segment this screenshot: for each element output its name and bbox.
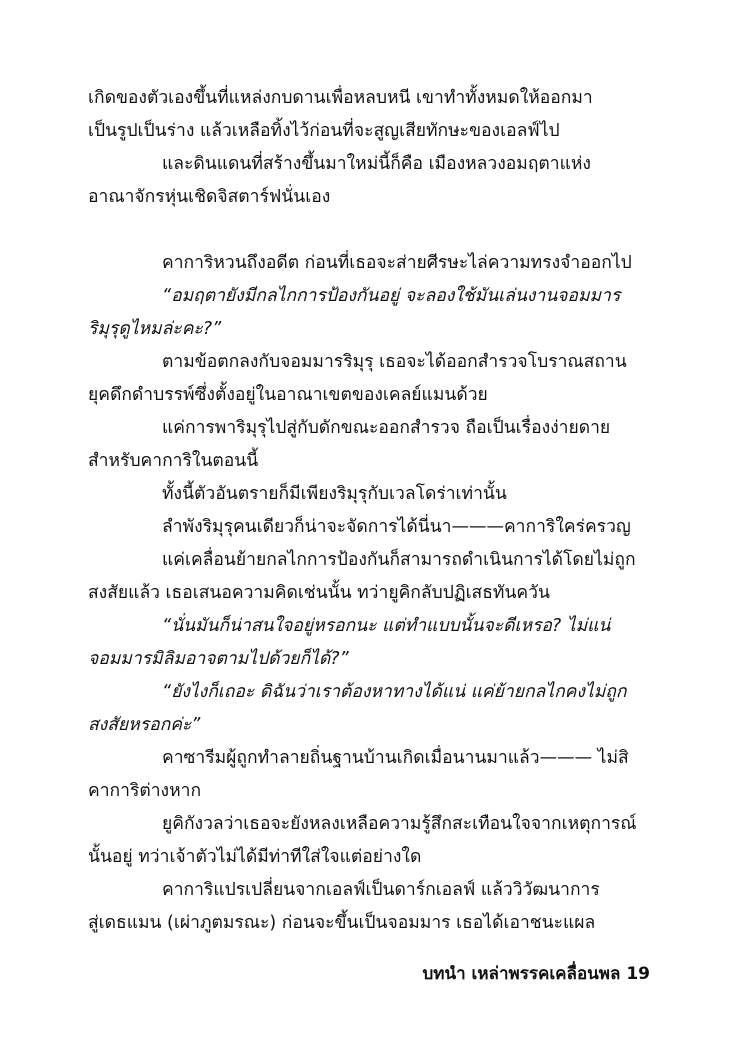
text-line: คาการิแปรเปลี่ยนจากเอลฟ์เป็นดาร์กเอลฟ์ แล้ววิวัฒนาการ bbox=[162, 880, 600, 900]
chapter-title-page-number: บทนำ เหล่าพรรคเคลื่อนพล 19 bbox=[422, 964, 650, 984]
text-line: ลำพังริมุรุคนเดียวก็น่าจะจัดการได้นี่นา———คาการิใคร่ครวญ bbox=[162, 517, 631, 537]
running-footer bbox=[0, 958, 738, 990]
dialogue-line: สงสัยหรอกค่ะ” bbox=[88, 715, 201, 735]
text-line: สู่เดธแมน (เผ่าภูตมรณะ) ก่อนจะขึ้นเป็นจอมมาร เธอได้เอาชนะแผล bbox=[88, 913, 596, 933]
text-line: คาการิหวนถึงอดีต ก่อนที่เธอจะส่ายศีรษะไล่ความทรงจำออกไป bbox=[162, 253, 632, 273]
text-line: สงสัยแล้ว เธอเสนอความคิดเช่นนั้น ทว่ายูคิกลับปฏิเสธทันควัน bbox=[88, 583, 550, 603]
text-line: เกิดของตัวเองขึ้นที่แหล่งกบดานเพื่อหลบหนี เขาทำทั้งหมดให้ออกมา bbox=[88, 88, 593, 108]
dialogue-line: ริมุรุดูไหมล่ะคะ?” bbox=[88, 319, 222, 339]
text-line: ทั้งนี้ตัวอันตรายก็มีเพียงริมุรุกับเวลโดร่าเท่านั้น bbox=[162, 484, 507, 504]
text-line: คาการิต่างหาก bbox=[88, 781, 202, 801]
text-line: คาซารีมผู้ถูกทำลายถิ่นฐานบ้านเกิดเมื่อนานมาแล้ว——— ไม่สิ bbox=[162, 748, 629, 768]
text-line: เป็นรูปเป็นร่าง แล้วเหลือทิ้งไว้ก่อนที่จะสูญเสียทักษะของเอลฟ์ไป bbox=[88, 121, 560, 141]
dialogue-line: จอมมารมิลิมอาจตามไปด้วยก็ได้?” bbox=[88, 649, 349, 669]
dialogue-line: “อมฤตายังมีกลไกการป้องกันอยู่ จะลองใช้มันเล่นงานจอมมาร bbox=[162, 286, 621, 306]
text-line: และดินแดนที่สร้างขึ้นมาใหม่นี้ก็คือ เมืองหลวงอมฤตาแห่ง bbox=[162, 154, 591, 174]
text-line: ตามข้อตกลงกับจอมมารริมุรุ เธอจะได้ออกสำรวจโบราณสถาน bbox=[162, 352, 627, 372]
dialogue-line: “นั่นมันก็น่าสนใจอยู่หรอกนะ แต่ทำแบบนั้นจะดีเหรอ? ไม่แน่ bbox=[162, 616, 611, 636]
dialogue-line: “ยังไงก็เถอะ ดิฉันว่าเราต้องหาทางได้แน่ แค่ย้ายกลไกคงไม่ถูก bbox=[162, 682, 627, 702]
text-line: ยุคดึกดำบรรพ์ซึ่งตั้งอยู่ในอาณาเขตของเคลย์แมนด้วย bbox=[88, 385, 488, 405]
text-line: นั้นอยู่ ทว่าเจ้าตัวไม่ได้มีท่าทีใส่ใจแต่อย่างใด bbox=[88, 847, 422, 867]
text-line: แค่เคลื่อนย้ายกลไกการป้องกันก็สามารถดำเนินการได้โดยไม่ถูก bbox=[162, 550, 636, 570]
text-line: แค่การพาริมุรุไปสู่กับดักขณะออกสำรวจ ถือเป็นเรื่องง่ายดาย bbox=[162, 418, 611, 438]
text-line: ยูคิกังวลว่าเธอจะยังหลงเหลือความรู้สึกสะเทือนใจจากเหตุการณ์ bbox=[162, 814, 637, 834]
text-line: สำหรับคาการิในตอนนี้ bbox=[88, 451, 259, 471]
text-line: อาณาจักรหุ่นเชิดจิสตาร์ฟนั่นเอง bbox=[88, 187, 331, 207]
